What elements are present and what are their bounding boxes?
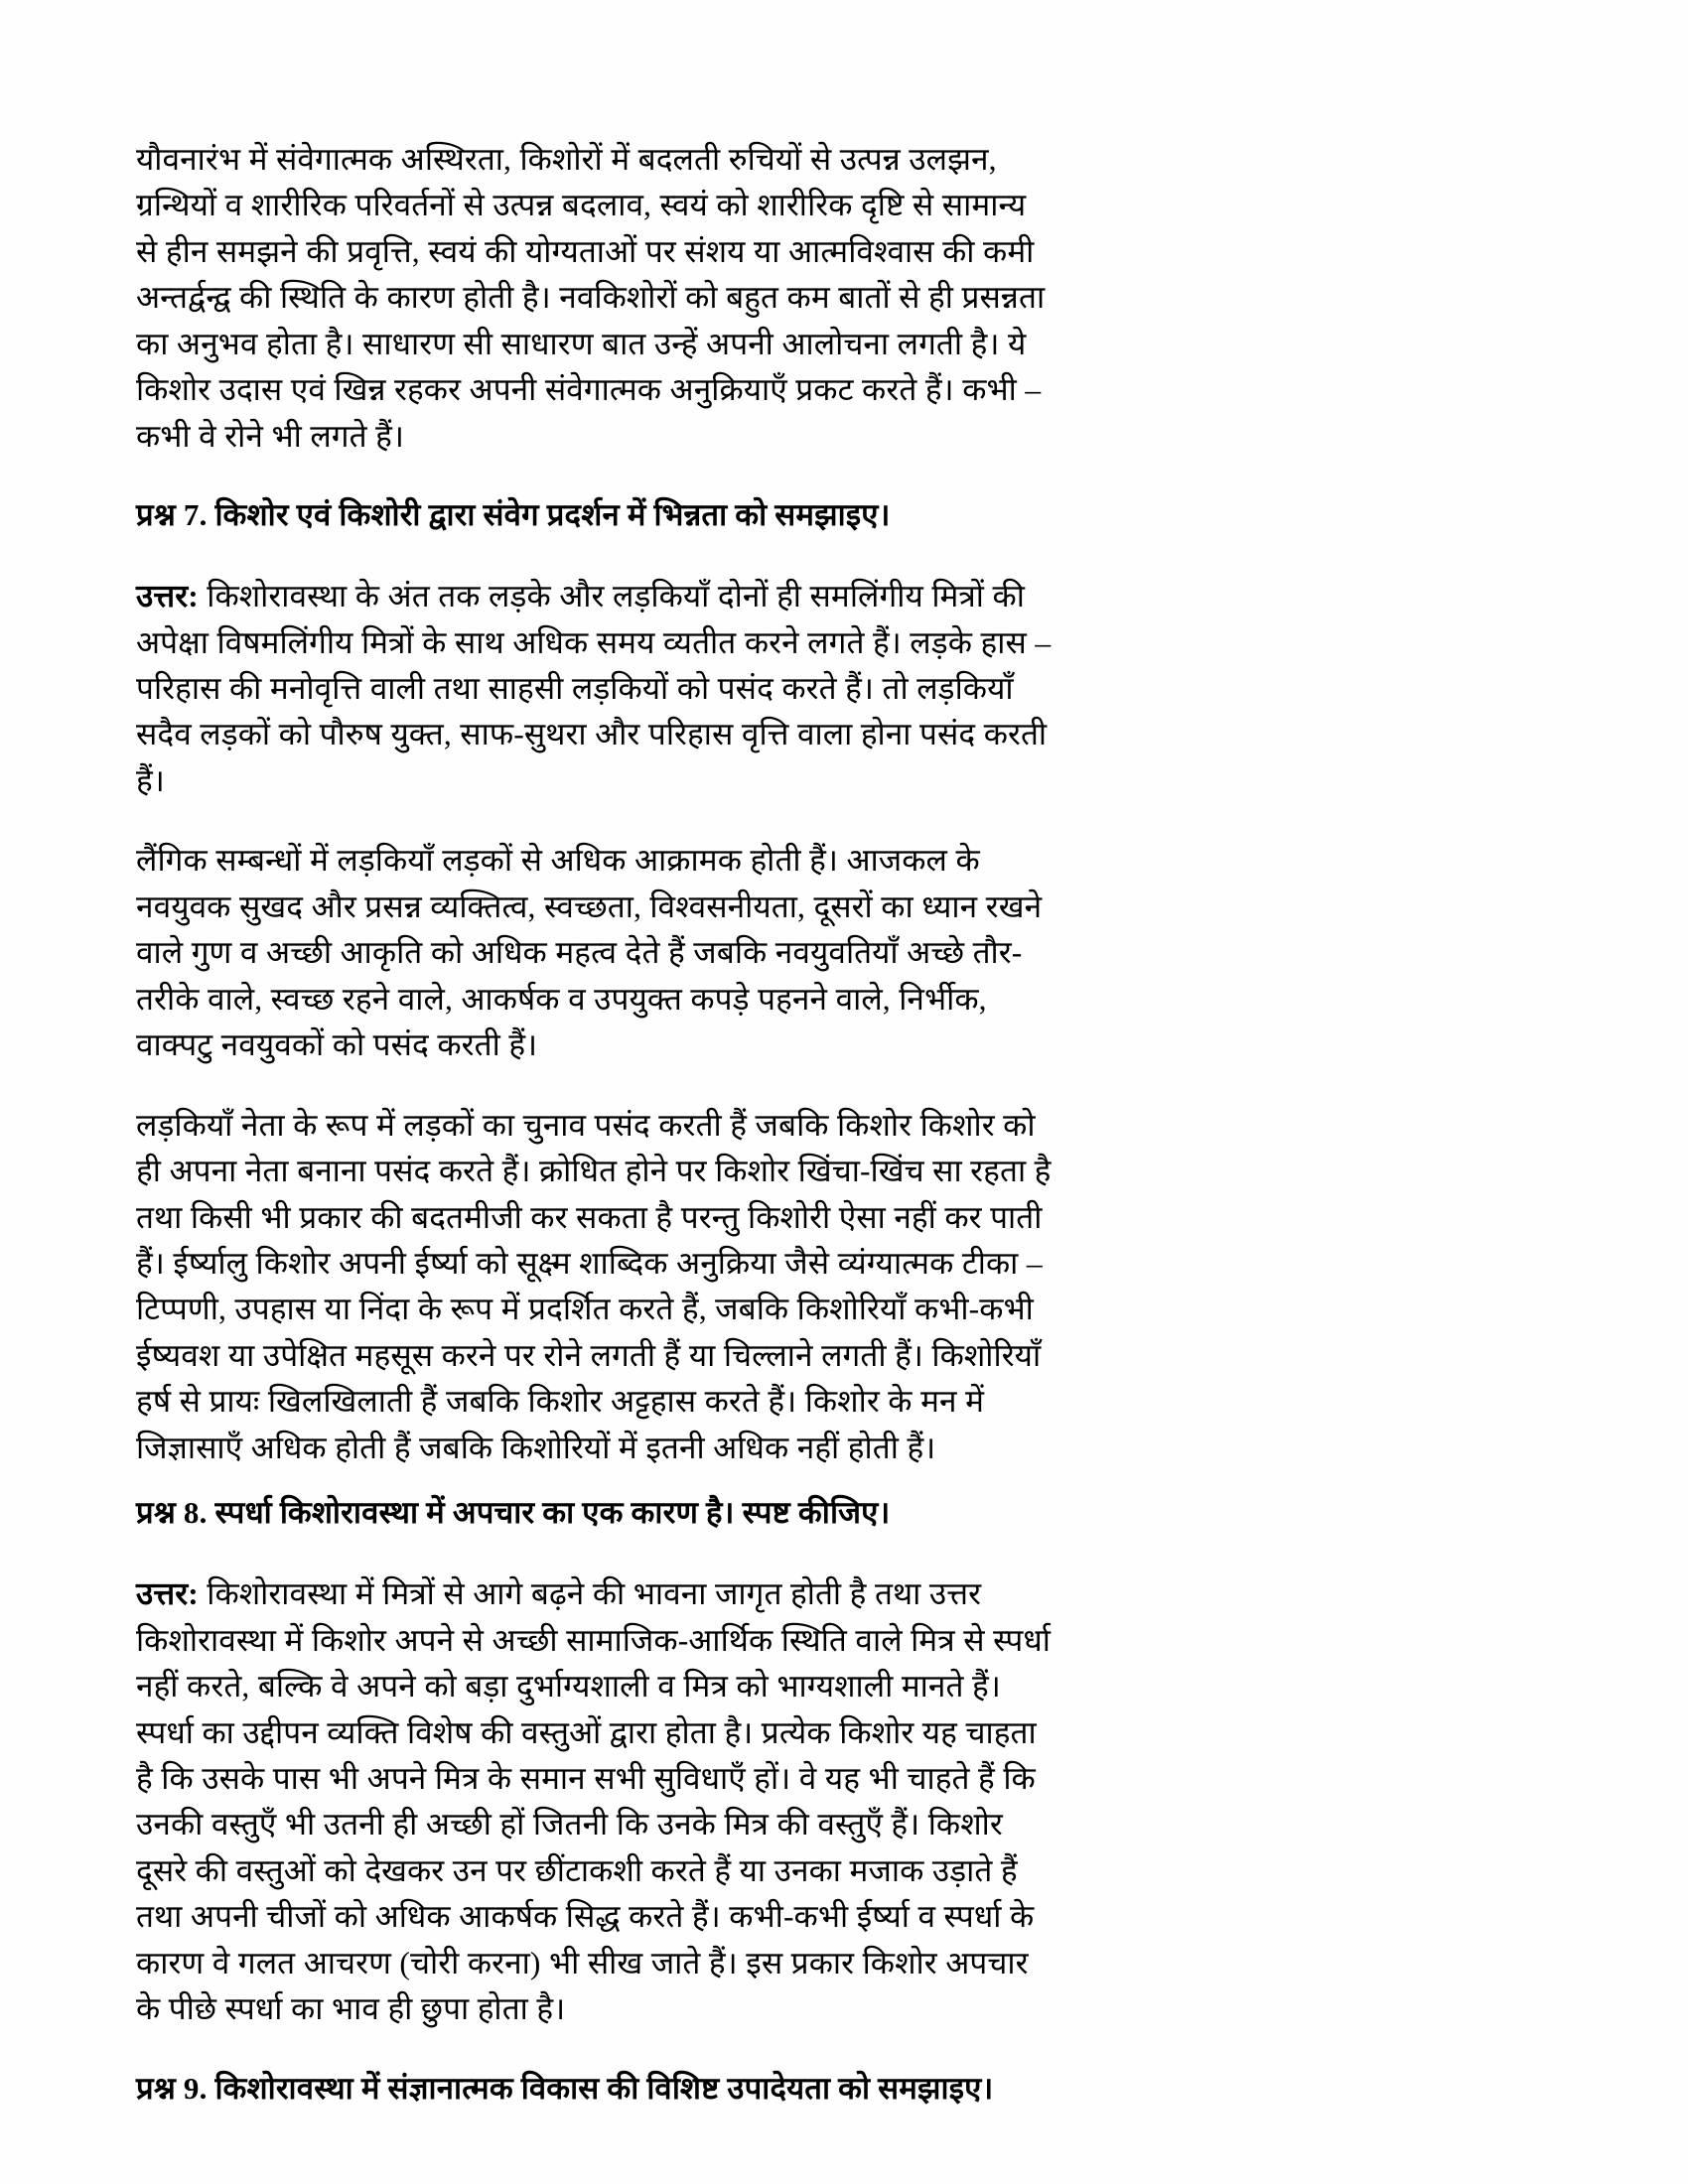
page-content: [0, 137, 1688, 2112]
question-7-answer-text-1: किशोरावस्था के अंत तक लड़के और लड़कियाँ दोनों ही समलिंगीय मित्रों की अपेक्षा विषमलिंगीय मित्रों के साथ अधिक समय व्यतीत करने लगते हैं। लड़के हास – परिहास की मनोवृत्ति वाली तथा साहसी लड़कियों को पसंद करते हैं। तो लड़कियाँ सदैव लड़कों को पौरुष युक्त, साफ-सुथरा और परिहास वृत्ति वाला होना पसंद करती हैं।: [136, 579, 1052, 798]
question-7-answer-paragraph-2: लैंगिक सम्बन्धों में लड़कियाँ लड़कों से अधिक आक्रामक होती हैं। आजकल के नवयुवक सुखद और प्रसन्न व्यक्तित्व, स्वच्छता, विश्वसनीयता, दूसरों का ध्यान रखने वाले गुण व अच्छी आकृति को अधिक महत्व देते हैं जबकि नवयुवतियाँ अच्छे तौर-तरीके वाले, स्वच्छ रहने वाले, आकर्षक व उपयुक्त कपड़े पहनने वाले, निर्भीक, वाक्पटु नवयुवकों को पसंद करती हैं।: [136, 843, 1043, 1063]
answer-label-q8: उत्तर:: [136, 1576, 199, 1612]
question-8-section: [136, 1491, 1053, 2032]
question-8-answer-text-1: किशोरावस्था में मित्रों से आगे बढ़ने की भावना जागृत होती है तथा उत्तर किशोरावस्था में किशोर अपने से अच्छी सामाजिक-आर्थिक स्थिति वाले मित्र से स्पर्धा नहीं करते, बल्कि वे अपने को बड़ा दुर्भाग्यशाली व मित्र को भाग्यशाली मानते हैं। स्पर्धा का उद्दीपन व्यक्ति विशेष की वस्तुओं द्वारा होता है। प्रत्येक किशोर यह चाहता है कि उसके पास भी अपने मित्र के समान सभी सुविधाएँ हों। वे यह भी चाहते हैं कि उनकी वस्तुएँ भी उतनी ही अच्छी हों जितनी कि उनके मित्र की वस्तुएँ हैं। किशोर दूसरे की वस्तुओं को देखकर उन पर छींटाकशी करते हैं या उनका मजाक उड़ाते हैं तथा अपनी चीजों को अधिक आकर्षक सिद्ध करते हैं। कभी-कभी ईर्ष्या व स्पर्धा के कारण वे गलत आचरण (चोरी करना) भी सीख जाते हैं। इस प्रकार किशोर अपचार के पीछे स्पर्धा का भाव ही छुपा होता है।: [136, 1576, 1052, 2027]
intro-paragraph: यौवनारंभ में संवेगात्मक अस्थिरता, किशोरों में बदलती रुचियों से उत्पन्न उलझन, ग्रन्थियों व शारीरिक परिवर्तनों से उत्पन्न बदलाव, स्वयं को शारीरिक दृष्टि से सामान्य से हीन समझने की प्रवृत्ति, स्वयं की योग्यताओं पर संशय या आत्मविश्वास की कमी अन्तर्द्वन्द्व की स्थिति के कारण होती है। नवकिशोरों को बहुत कम बातों से ही प्रसन्नता का अनुभव होता है। साधारण सी साधारण बात उन्हें अपनी आलोचना लगती है। ये किशोर उदास एवं खिन्न रहकर अपनी संवेगात्मक अनुक्रियाएँ प्रकट करते हैं। कभी – कभी वे रोने भी लगते हैं।: [136, 142, 1046, 454]
question-7-answer-paragraph-3: लड़कियाँ नेता के रूप में लड़कों का चुनाव पसंद करती हैं जबकि किशोर किशोर को ही अपना नेता बनाना पसंद करते हैं। क्रोधित होने पर किशोर खिंचा-खिंच सा रहता है तथा किसी भी प्रकार की बदतमीजी कर सकता है परन्तु किशोरी ऐसा नहीं कर पाती हैं। ईर्ष्यालु किशोर अपनी ईर्ष्या को सूक्ष्म शाब्दिक अनुक्रिया जैसे व्यंग्यात्मक टीका – टिप्पणी, उपहास या निंदा के रूप में प्रदर्शित करते हैं, जबकि किशोरियाँ कभी-कभी ईष्यवश या उपेक्षित महसूस करने पर रोने लगती हैं या चिल्लाने लगती हैं। किशोरियाँ हर्ष से प्रायः खिलखिलाती हैं जबकि किशोर अट्टहास करते हैं। किशोर के मन में जिज्ञासाएँ अधिक होती हैं जबकि किशोरियों में इतनी अधिक नहीं होती हैं।: [136, 1107, 1052, 1465]
question-7-answer-paragraph-1: [136, 574, 1053, 804]
question-8-heading: प्रश्न 8. स्पर्धा किशोरावस्था में अपचार का एक कारण है। स्पष्ट कीजिए।: [136, 1495, 891, 1531]
question-7-heading: प्रश्न 7. किशोर एवं किशोरी द्वारा संवेग प्रदर्शन में भिन्नता को समझाइए।: [136, 497, 891, 533]
question-9-section: [136, 2067, 1053, 2112]
answer-label-q7: उत्तर:: [136, 579, 199, 614]
question-8-answer-paragraph-1: [136, 1571, 1053, 2033]
question-7-section: [136, 493, 1053, 1471]
question-9-heading: प्रश्न 9. किशोरावस्था में संज्ञानात्मक विकास की विशिष्ट उपादेयता को समझाइए।: [136, 2070, 994, 2106]
